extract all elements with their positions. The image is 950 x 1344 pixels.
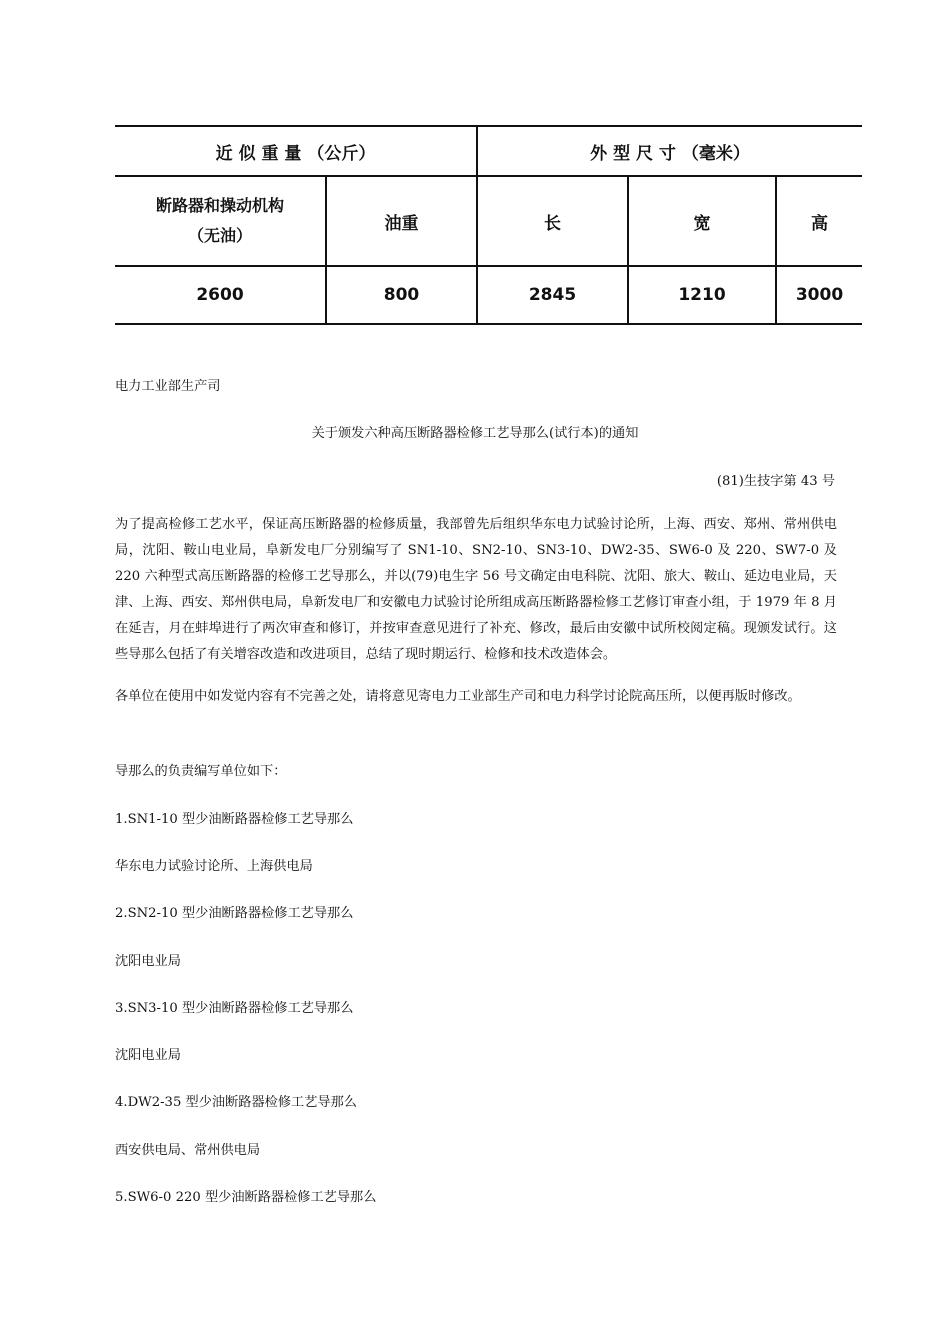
list-item-unit: 西安供电局、常州供电局: [115, 1143, 261, 1158]
oil-weight-value: 800: [326, 266, 477, 324]
width-value: 1210: [628, 266, 776, 324]
list-item-title: 4.DW2-35 型少油断路器检修工艺导那么: [115, 1095, 357, 1110]
breaker-weight-header: [115, 176, 326, 266]
oil-weight-header: 油重: [326, 176, 477, 266]
list-item-unit: 华东电力试验讨论所、上海供电局: [115, 859, 313, 874]
breaker-header-line2: （无油）: [187, 226, 252, 245]
length-value: 2845: [477, 266, 628, 324]
breaker-weight-value: 2600: [115, 266, 326, 324]
breaker-header-line1: 断路器和操动机构: [155, 196, 284, 215]
document-title: 关于颁发六种高压断路器检修工艺导那么(试行本)的通知: [311, 426, 639, 441]
list-item-title: 5.SW6-0 220 型少油断路器检修工艺导那么: [115, 1190, 377, 1205]
width-header: 宽: [628, 176, 776, 266]
length-header: 长: [477, 176, 628, 266]
list-intro: 导那么的负责编写单位如下：: [115, 764, 287, 779]
weight-group-header: 近 似 重 量 （公斤）: [115, 126, 477, 176]
paragraph-2: 各单位在使用中如发觉内容有不完善之处，请将意见寄电力工业部生产司和电力科学讨论院高压所，以便再版时修改。: [115, 689, 801, 704]
list-item-unit: 沈阳电业局: [115, 1048, 181, 1063]
height-header: 高: [776, 176, 862, 266]
specification-table: [115, 125, 862, 325]
paragraph-1: 为了提高检修工艺水平，保证高压断路器的检修质量，我部曾先后组织华东电力试验讨论所，上海、西安、郑州、常州供电局，沈阳、鞍山电业局，阜新发电厂分别编写了 SN1-10、SN2-10、SN3-10、DW2-35、SW6-0 及 220、SW7-0 及 220 六种型式高压断路器的检修工艺导那么，并以(79)电生字 56 号文确定由电科院、沈阳、旅大、鞍山、延边电业局，天津、上海、西安、郑州供电局，阜新发电厂和安徽电力试验讨论所组成高压断路器检修工艺修订审查小组，于 1979 年 8 月在延吉，月在蚌埠进行了两次审查和修订，并按审查意见进行了补充、修改，最后由安徽中试所校阅定稿。现颁发试行。这些导那么包括了有关增容改造和改进项目，总结了现时期运行、检修和技术改造体会。: [115, 517, 837, 662]
issuer: 电力工业部生产司: [115, 379, 221, 394]
list-item-title: 1.SN1-10 型少油断路器检修工艺导那么: [115, 812, 354, 827]
dimension-group-header: 外 型 尺 寸 （毫米）: [477, 126, 862, 176]
height-value: 3000: [776, 266, 862, 324]
list-item-unit: 沈阳电业局: [115, 954, 181, 969]
document-number: (81)生技字第 43 号: [716, 474, 835, 489]
list-item-title: 3.SN3-10 型少油断路器检修工艺导那么: [115, 1001, 354, 1016]
list-item-title: 2.SN2-10 型少油断路器检修工艺导那么: [115, 906, 354, 921]
